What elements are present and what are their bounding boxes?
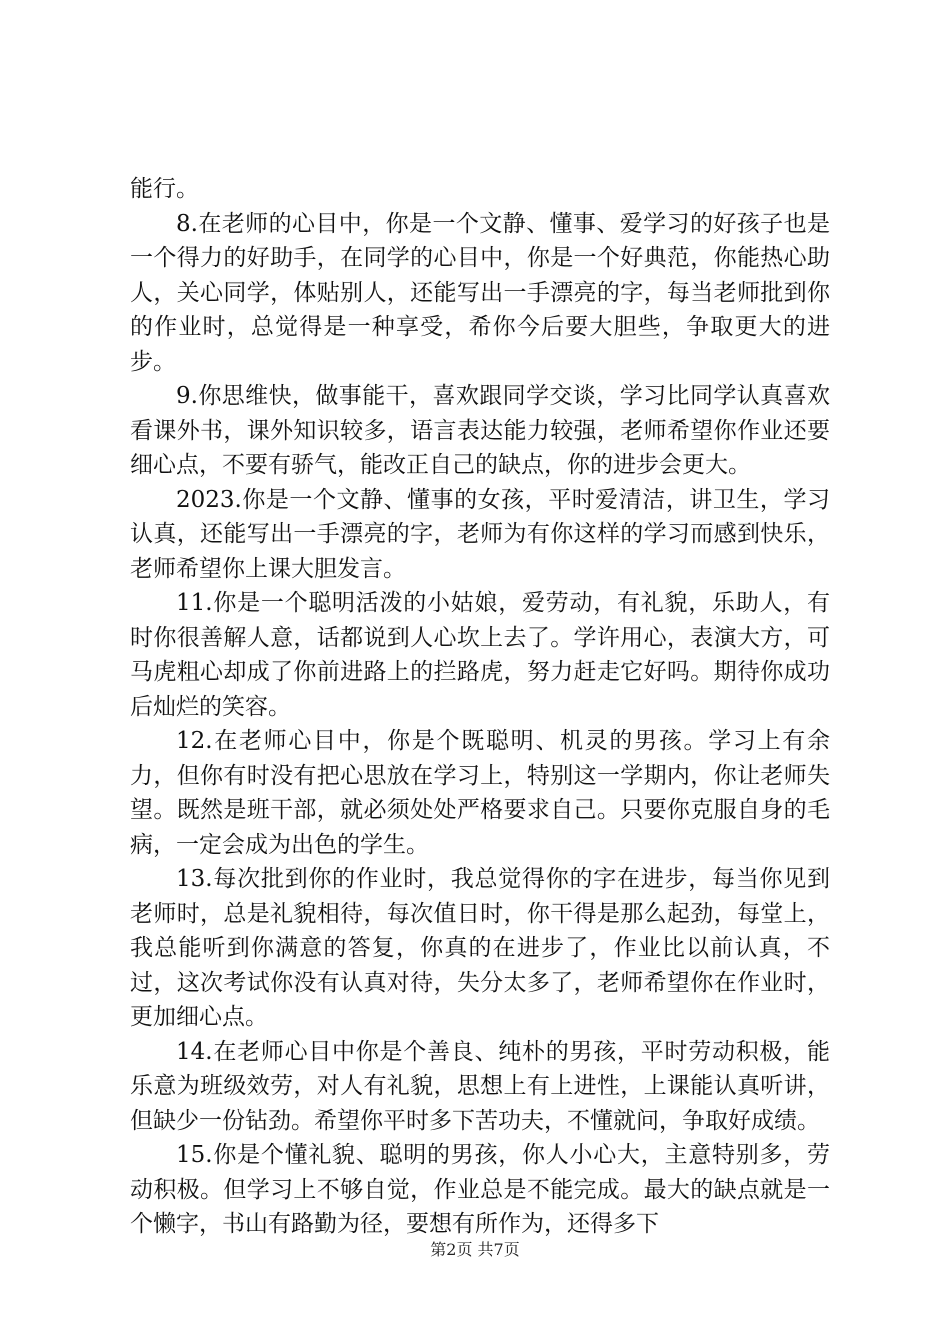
paragraph-comment-8: 8.在老师的心目中，你是一个文静、懂事、爱学习的好孩子也是一个得力的好助手，在同学的心目中，你是一个好典范，你能热心助人，关心同学，体贴别人，还能写出一手漂亮的字，每当老师批到你的作业时，总觉得是一种享受，希你今后要大胆些，争取更大的进步。 <box>130 210 830 375</box>
document-body <box>130 172 830 1242</box>
paragraph-comment-11: 11.你是一个聪明活泼的小姑娘，爱劳动，有礼貌，乐助人，有时你很善解人意，话都说到人心坎上去了。学许用心，表演大方，可马虎粗心却成了你前进路上的拦路虎，努力赶走它好吗。期待你成功后灿烂的笑容。 <box>130 590 830 720</box>
page-number-footer: 第2页 共7页 <box>430 1240 520 1259</box>
paragraph-comment-15: 15.你是个懂礼貌、聪明的男孩，你人小心大，主意特别多，劳动积极。但学习上不够自觉，作业总是不能完成。最大的缺点就是一个懒字，书山有路勤为径，要想有所作为，还得多下 <box>130 1142 830 1237</box>
paragraph-comment-10: 2023.你是一个文静、懂事的女孩，平时爱清洁，讲卫生，学习认真，还能写出一手漂亮的字，老师为有你这样的学习而感到快乐，老师希望你上课大胆发言。 <box>130 486 830 582</box>
paragraph-comment-13: 13.每次批到你的作业时，我总觉得你的字在进步，每当你见到老师时，总是礼貌相待，每次值日时，你干得是那么起劲，每堂上，我总能听到你满意的答复，你真的在进步了，作业比以前认真，不过，这次考试你没有认真对待，失分太多了，老师希望你在作业时，更加细心点。 <box>130 866 830 1030</box>
paragraph-comment-12: 12.在老师心目中，你是个既聪明、机灵的男孩。学习上有余力，但你有时没有把心思放在学习上，特别这一学期内，你让老师失望。既然是班干部，就必须处处严格要求自己。只要你克服自身的毛病，一定会成为出色的学生。 <box>130 728 830 858</box>
paragraph-comment-9: 9.你思维快，做事能干，喜欢跟同学交谈，学习比同学认真喜欢看课外书，课外知识较多，语言表达能力较强，老师希望你作业还要细心点，不要有骄气，能改正自己的缺点，你的进步会更大。 <box>130 383 830 478</box>
paragraph-comment-14: 14.在老师心目中你是个善良、纯朴的男孩，平时劳动积极，能乐意为班级效劳，对人有礼貌，思想上有上进性，上课能认真听讲，但缺少一份钻劲。希望你平时多下苦功夫，不懂就问，争取好成绩。 <box>130 1038 830 1134</box>
paragraph-continuation: 能行。 <box>130 176 199 202</box>
